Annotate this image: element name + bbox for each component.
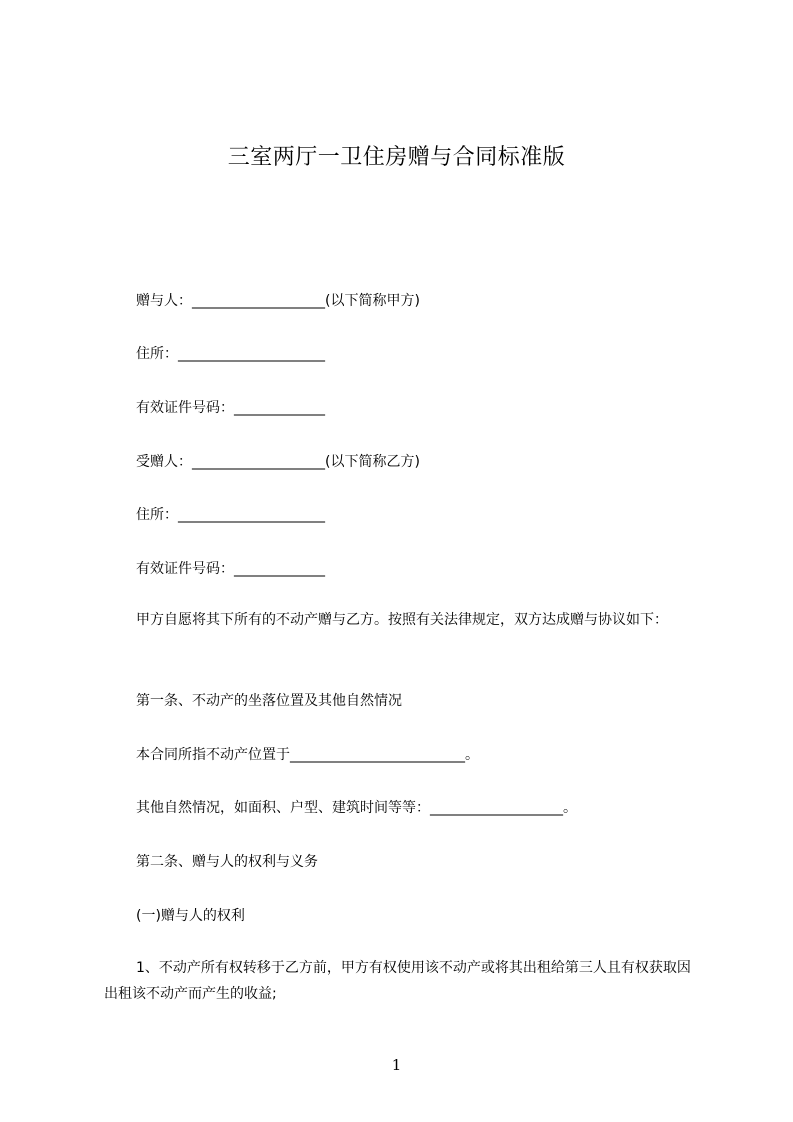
donee-line: 受赠人：___________________(以下简称乙方) xyxy=(136,454,420,470)
article2-heading: 第二条、赠与人的权利与义务 xyxy=(136,854,318,870)
article1-other: 其他自然情况，如面积、户型、建筑时间等等：___________________。 xyxy=(136,800,577,816)
article1-heading: 第一条、不动产的坐落位置及其他自然情况 xyxy=(136,693,402,709)
donor-line: 赠与人：___________________(以下简称甲方) xyxy=(136,293,420,309)
document-title: 三室两厅一卫住房赠与合同标准版 xyxy=(227,145,566,170)
donee-id-line: 有效证件号码：_____________ xyxy=(136,561,325,577)
donor-id-line: 有效证件号码：_____________ xyxy=(136,400,325,416)
article2-subheading: (一)赠与人的权利 xyxy=(136,908,245,924)
article2-item1: 1、不动产所有权转移于乙方前，甲方有权使用该不动产或将其出租给第三人且有权获取因出租该不动产而产生的收益; xyxy=(104,960,691,1002)
donor-address-line: 住所：_____________________ xyxy=(136,346,325,362)
article1-location: 本合同所指不动产位置于_________________________。 xyxy=(136,747,479,763)
intro-paragraph: 甲方自愿将其下所有的不动产赠与乙方。按照有关法律规定，双方达成赠与协议如下： xyxy=(136,612,668,628)
donee-address-line: 住所：_____________________ xyxy=(136,507,325,523)
page-number: 1 xyxy=(391,1056,402,1074)
